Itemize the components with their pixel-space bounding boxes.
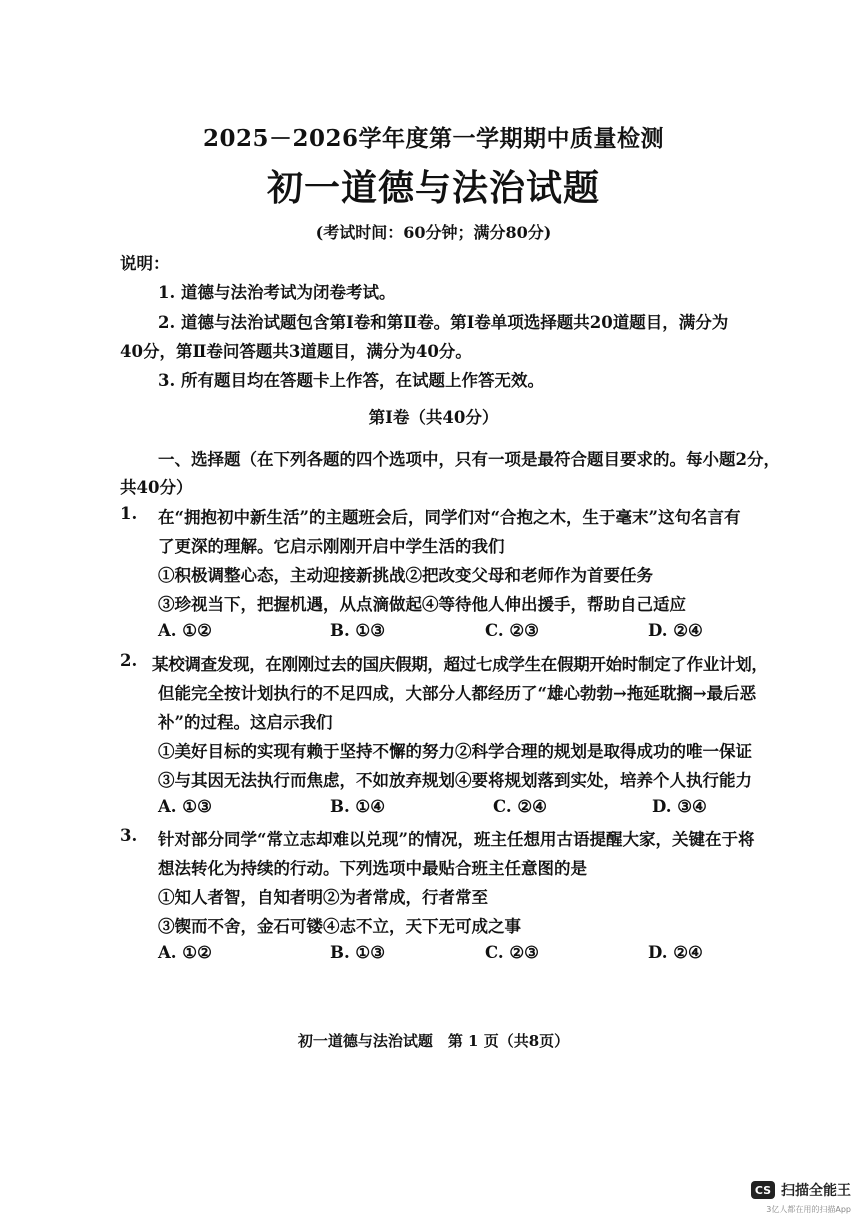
watermark-tagline: 3亿人都在用的扫描App (766, 1205, 851, 1214)
note-line-2b: 40分，第Ⅱ卷问答题共3道题目，满分为40分。 (120, 342, 472, 361)
question-stem-line: 补”的过程。这启示我们 (158, 713, 333, 732)
option-b: B. ①④ (330, 797, 386, 816)
option-d: D. ②④ (648, 943, 703, 962)
question-items-line: ③与其因无法执行而焦虑，不如放弃规划④要将规划落到实处，培养个人执行能力 (158, 771, 752, 790)
question-items-line: ③锲而不舍，金石可镂④志不立，天下无可成之事 (158, 917, 521, 936)
exam-subject-title: 初一道德与法治试题 (266, 167, 600, 209)
section-heading: 第Ⅰ卷（共40分） (368, 408, 499, 427)
notes-heading: 说明： (120, 254, 170, 273)
note-line-1: 1. 道德与法治考试为闭卷考试。 (158, 283, 396, 302)
question-items-line: ①美好目标的实现有赖于坚持不懈的努力②科学合理的规划是取得成功的唯一保证 (158, 742, 752, 761)
option-b: B. ①③ (330, 621, 386, 640)
question-stem-line: 某校调查发现，在刚刚过去的国庆假期，超过七成学生在假期开始时制定了作业计划， (152, 655, 768, 674)
page-footer: 初一道德与法治试题 第 1 页（共8页） (297, 1032, 570, 1050)
question-stem-line: 在“拥抱初中新生活”的主题班会后，同学们对“合抱之木，生于毫末”这句名言有 (158, 508, 741, 527)
exam-term-title: 2025－2026学年度第一学期期中质量检测 (202, 125, 665, 152)
question-stem-line: 了更深的理解。它启示刚刚开启中学生活的我们 (158, 537, 505, 556)
question-items-line: ①积极调整心态，主动迎接新挑战②把改变父母和老师作为首要任务 (158, 566, 653, 585)
option-d: D. ②④ (648, 621, 703, 640)
note-line-3: 3. 所有题目均在答题卡上作答，在试题上作答无效。 (158, 371, 544, 390)
option-a: A. ①② (158, 943, 212, 962)
question-stem-line: 想法转化为持续的行动。下列选项中最贴合班主任意图的是 (158, 859, 587, 878)
option-d: D. ③④ (652, 797, 707, 816)
option-a: A. ①③ (158, 797, 212, 816)
section-intro-a: 一、选择题（在下列各题的四个选项中，只有一项是最符合题目要求的。每小题2分， (158, 450, 780, 469)
question-number: 1. (120, 504, 138, 523)
exam-time-score: (考试时间：60分钟；满分80分) (315, 223, 552, 242)
scanner-watermark (751, 1180, 851, 1200)
section-intro-b: 共40分） (120, 478, 193, 497)
question-stem-line: 针对部分同学“常立志却难以兑现”的情况，班主任想用古语提醒大家，关键在于将 (158, 830, 755, 849)
question-items-line: ③珍视当下，把握机遇，从点滴做起④等待他人伸出援手，帮助自己适应 (158, 595, 686, 614)
question-number: 3. (120, 826, 138, 845)
option-a: A. ①② (158, 621, 212, 640)
option-c: C. ②④ (493, 797, 547, 816)
camscanner-logo-icon: CS (751, 1181, 775, 1199)
option-c: C. ②③ (485, 943, 539, 962)
option-b: B. ①③ (330, 943, 386, 962)
question-stem-line: 但能完全按计划执行的不足四成，大部分人都经历了“雄心勃勃→拖延耽搁→最后恶 (158, 684, 757, 703)
option-c: C. ②③ (485, 621, 539, 640)
question-items-line: ①知人者智，自知者明②为者常成，行者常至 (158, 888, 488, 907)
watermark-app-name: 扫描全能王 (781, 1183, 851, 1199)
note-line-2a: 2. 道德与法治试题包含第Ⅰ卷和第Ⅱ卷。第Ⅰ卷单项选择题共20道题目，满分为 (158, 313, 729, 332)
question-number: 2. (120, 651, 138, 670)
